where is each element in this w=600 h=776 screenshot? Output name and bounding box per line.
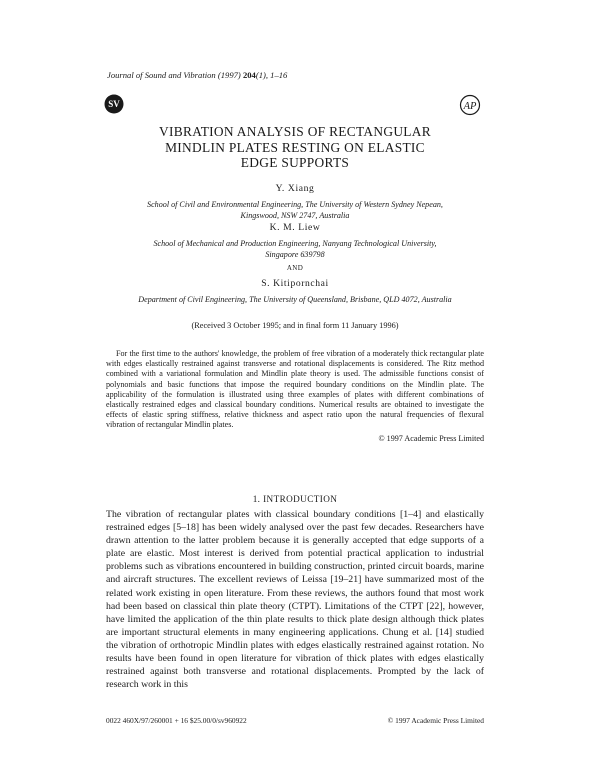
- author-1-block: [100, 183, 490, 194]
- author-name: Y. Xiang: [275, 183, 315, 194]
- affiliation-line: Department of Civil Engineering, The University of Queensland, Brisbane, QLD 4072, Australia: [138, 295, 452, 304]
- journal-volume: 204: [242, 70, 256, 80]
- sv-logo-text: SV: [108, 99, 120, 110]
- author-2-affiliation: [100, 238, 490, 260]
- author-3-affiliation: [100, 294, 490, 305]
- affiliation-line: School of Civil and Environmental Engineering, The University of Western Sydney Nepean,: [147, 200, 443, 209]
- and-separator: [100, 264, 490, 272]
- affiliation-line: Kingswood, NSW 2747, Australia: [240, 211, 350, 220]
- author-1-affiliation: [100, 199, 490, 221]
- received-text: (Received 3 October 1995; and in final form 11 January 1996): [191, 321, 399, 330]
- paper-title: [100, 124, 490, 171]
- author-2-block: [100, 222, 490, 233]
- ap-logo-text: AP: [463, 101, 477, 112]
- section-heading: 1. INTRODUCTION: [252, 494, 338, 504]
- received-dates: [100, 321, 490, 330]
- ap-logo-icon: [459, 94, 481, 116]
- journal-year: (1997): [217, 70, 241, 80]
- author-name: K. M. Liew: [269, 222, 321, 233]
- footer-copyright: © 1997 Academic Press Limited: [387, 716, 484, 725]
- and-word: AND: [286, 264, 304, 272]
- journal-issue-pages: (1), 1–16: [255, 70, 288, 80]
- footer-doi: 0022 460X/97/260001 + 16 $25.00/0/sv960922: [106, 716, 247, 725]
- title-line: EDGE SUPPORTS: [240, 155, 350, 170]
- affiliation-line: Singapore 639798: [265, 250, 325, 259]
- sv-logo-icon: [104, 94, 124, 114]
- journal-name: Journal of Sound and Vibration: [107, 70, 216, 80]
- abstract: For the first time to the authors' knowledge, the problem of free vibration of a moderately thick rectangular plate with edges elastically restrained against transverse and rotational displacements is considered. The Ritz method combined with a variational formulation and Mindlin plate theory is used. The admissible functions consist of polynomials and basic functions that impose the required boundary conditions on the Mindlin plate. The applicability of the formulation is illustrated using three examples of plates with different combinations of elastically restrained edges and classical boundary conditions. Numerical results are obtained to investigate the effects of elastic spring stiffness, relative thickness and aspect ratio upon the natural frequencies of flexural vibration of rectangular Mindlin plates.: [106, 349, 484, 430]
- author-name: S. Kitipornchai: [261, 278, 329, 289]
- title-line: MINDLIN PLATES RESTING ON ELASTIC: [165, 139, 425, 155]
- introduction-text: The vibration of rectangular plates with classical boundary conditions [1–4] and elastically restrained edges [5–18] has been widely analysed over the past few decades. Researchers have drawn attention to the latter problem because it is generally accepted that edge supports of a plate are elastic. Most interest is derived from potential practical application to industrial problems such as vibrations encountered in building construction, printed circuit boards, marine and aircraft structures. The excellent reviews of Leissa [19–21] have summarized most of the related work existing in open literature. From these reviews, the authors found that most work had been based on classical thin plate theory (CTPT). Limitations of the CTPT [22], however, have limited the application of the thin plate results to thick plate design although thick plates are important structural elements in many engineering applications. Chung et al. [14] studied the vibration of orthotropic Mindlin plates with edges elastically restrained against rotation. No results have been found in open literature for vibration of thick plates with edges elastically restrained against both transverse and rotational displacements. Prompted by the lack of research work in this: [106, 509, 484, 691]
- journal-citation: [107, 70, 287, 80]
- affiliation-line: School of Mechanical and Production Engineering, Nanyang Technological University,: [153, 239, 437, 248]
- abstract-copyright: © 1997 Academic Press Limited: [378, 434, 484, 443]
- title-line: VIBRATION ANALYSIS OF RECTANGULAR: [159, 124, 431, 139]
- author-3-block: [100, 278, 490, 289]
